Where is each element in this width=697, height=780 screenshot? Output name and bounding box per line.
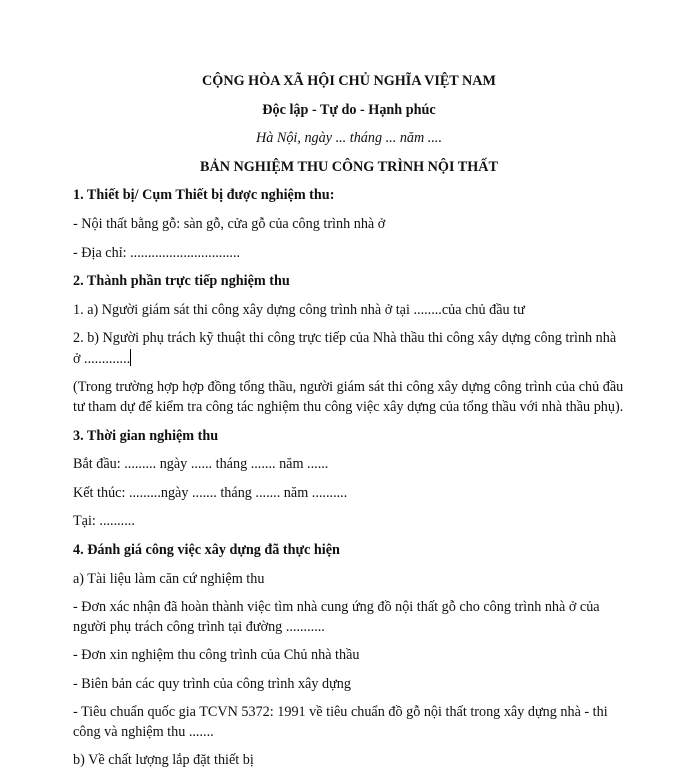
document-page[interactable]: [73, 72, 633, 780]
section-4-heading: 4. Đánh giá công việc xây dựng đã thực hiện: [73, 541, 340, 558]
motto: Độc lập - Tự do - Hạnh phúc: [262, 101, 436, 118]
text-line: ở .............: [73, 350, 131, 367]
section-2-note: [73, 378, 633, 417]
place-date: Hà Nội, ngày ... tháng ... năm ....: [255, 130, 442, 147]
text-cursor: [130, 349, 131, 366]
text-line: 2. b) Người phụ trách kỹ thuật thi công trực tiếp của Nhà thầu thi công xây dựng công trình nhà: [73, 330, 617, 347]
nation-header: CỘNG HÒA XÃ HỘI CHỦ NGHĨA VIỆT NAM: [202, 73, 496, 89]
document-item-1: [73, 598, 633, 637]
document-title: BẢN NGHIỆM THU CÔNG TRÌNH NỘI THẤT: [200, 158, 498, 175]
document-item-3: - Biên bản các quy trình của công trình xây dựng: [73, 675, 351, 692]
section-1-item-address: - Địa chỉ: ...............................: [73, 244, 241, 261]
start-time: Bắt đầu: ......... ngày ...... tháng ....... năm ......: [73, 456, 329, 473]
text-line: - Tiêu chuẩn quốc gia TCVN 5372: 1991 về tiêu chuẩn đồ gỗ nội thất trong xây dựng nhà - thi: [73, 704, 608, 721]
section-2-item-b: [73, 329, 633, 369]
text-line: công và nghiệm thu .......: [73, 723, 214, 740]
text-line: tư tham dự để kiểm tra công tác nghiệm thu công việc xây dựng của tổng thầu với nhà thầu phụ).: [73, 398, 624, 415]
section-1-heading: 1. Thiết bị/ Cụm Thiết bị được nghiệm thu:: [73, 187, 335, 204]
text-line: - Đơn xác nhận đã hoàn thành việc tìm nhà cung ứng đồ nội thất gỗ cho công trình nhà ở của: [73, 599, 600, 616]
section-2-item-a: 1. a) Người giám sát thi công xây dựng công trình nhà ở tại ........của chủ đầu tư: [73, 301, 525, 318]
location: Tại: ..........: [73, 513, 135, 530]
section-4-sub-a: a) Tài liệu làm căn cứ nghiệm thu: [73, 570, 265, 587]
section-1-item-furniture: - Nội thất bằng gỗ: sàn gỗ, cửa gỗ của công trình nhà ở: [73, 215, 386, 232]
section-3-heading: 3. Thời gian nghiệm thu: [73, 427, 219, 444]
text-line: người phụ trách công trình tại đường ...........: [73, 618, 325, 635]
document-item-4: [73, 703, 633, 742]
section-4-sub-b: b) Về chất lượng lắp đặt thiết bị: [73, 752, 254, 769]
section-2-heading: 2. Thành phần trực tiếp nghiệm thu: [73, 273, 290, 290]
document-item-2: - Đơn xin nghiệm thu công trình của Chủ nhà thầu: [73, 647, 360, 664]
text-line: (Trong trường hợp hợp đồng tổng thầu, người giám sát thi công xây dựng công trình của chủ đầu: [73, 379, 624, 396]
end-time: Kết thúc: .........ngày ....... tháng ....... năm ..........: [73, 484, 348, 501]
